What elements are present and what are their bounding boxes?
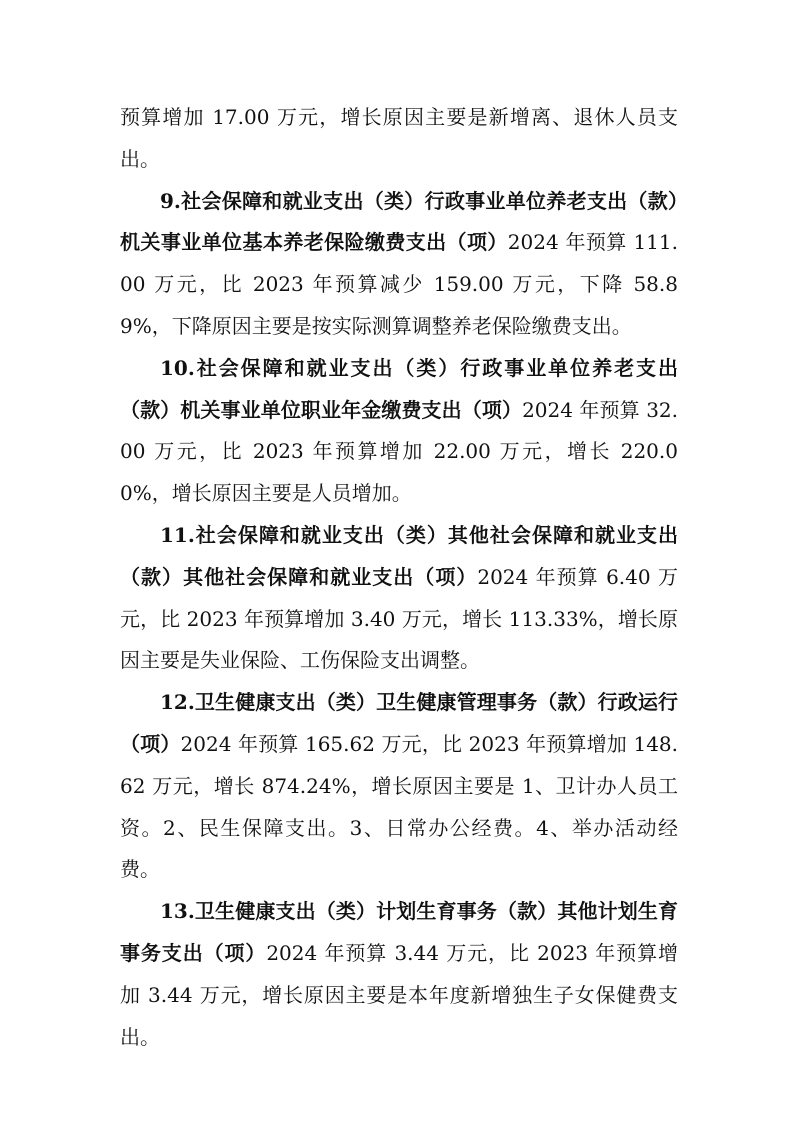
paragraph-heading: 12.卫生健康支出（类）卫生健康管理事务（款）行政运行（项） — [120, 690, 678, 756]
paragraph-heading: 9.社会保障和就业支出（类）行政事业单位养老支出（款）机关事业单位基本养老保险缴费支出（项） — [120, 188, 678, 255]
paragraph-item-11 — [120, 515, 678, 682]
paragraph-item-10 — [120, 348, 678, 515]
paragraph-heading: 10.社会保障和就业支出（类）行政事业单位养老支出（款）机关事业单位职业年金缴费支出（项） — [120, 355, 678, 422]
paragraph-body: 2024 年预算 111.00 万元，比 2023 年预算减少 159.00 万元，下降 58.89%，下降原因主要是按实际测算调整养老保险缴费支出。 — [120, 230, 678, 338]
paragraph-body: 2024 年预算 3.44 万元，比 2023 年预算增加 3.44 万元，增长原因主要是本年度新增独生子女保健费支出。 — [120, 940, 678, 1049]
paragraph-body: 2024 年预算 32.00 万元，比 2023 年预算增加 22.00 万元，增长 220.00%，增长原因主要是人员增加。 — [120, 397, 678, 506]
paragraph-body: 2024 年预算 165.62 万元，比 2023 年预算增加 148.62 万元，增长 874.24%，增长原因主要是 1、卫计办人员工资。2、民生保障支出。3、日常办公经费。4、举办活动经费。 — [120, 731, 679, 882]
paragraph-body: 2024 年预算 6.40 万元，比 2023 年预算增加 3.40 万元，增长 113.33%，增长原因主要是失业保险、工伤保险支出调整。 — [120, 564, 678, 673]
paragraph-item-13 — [120, 891, 678, 1058]
paragraph-item-12 — [120, 682, 678, 891]
paragraph-continuation — [120, 97, 678, 181]
paragraph-heading: 13.卫生健康支出（类）计划生育事务（款）其他计划生育事务支出（项） — [120, 899, 678, 965]
paragraph-heading: 11.社会保障和就业支出（类）其他社会保障和就业支出（款）其他社会保障和就业支出（项） — [120, 522, 678, 589]
document-body — [120, 97, 678, 1058]
paragraph-body: 预算增加 17.00 万元，增长原因主要是新增离、退休人员支出。 — [120, 105, 678, 171]
paragraph-item-9 — [120, 181, 678, 348]
